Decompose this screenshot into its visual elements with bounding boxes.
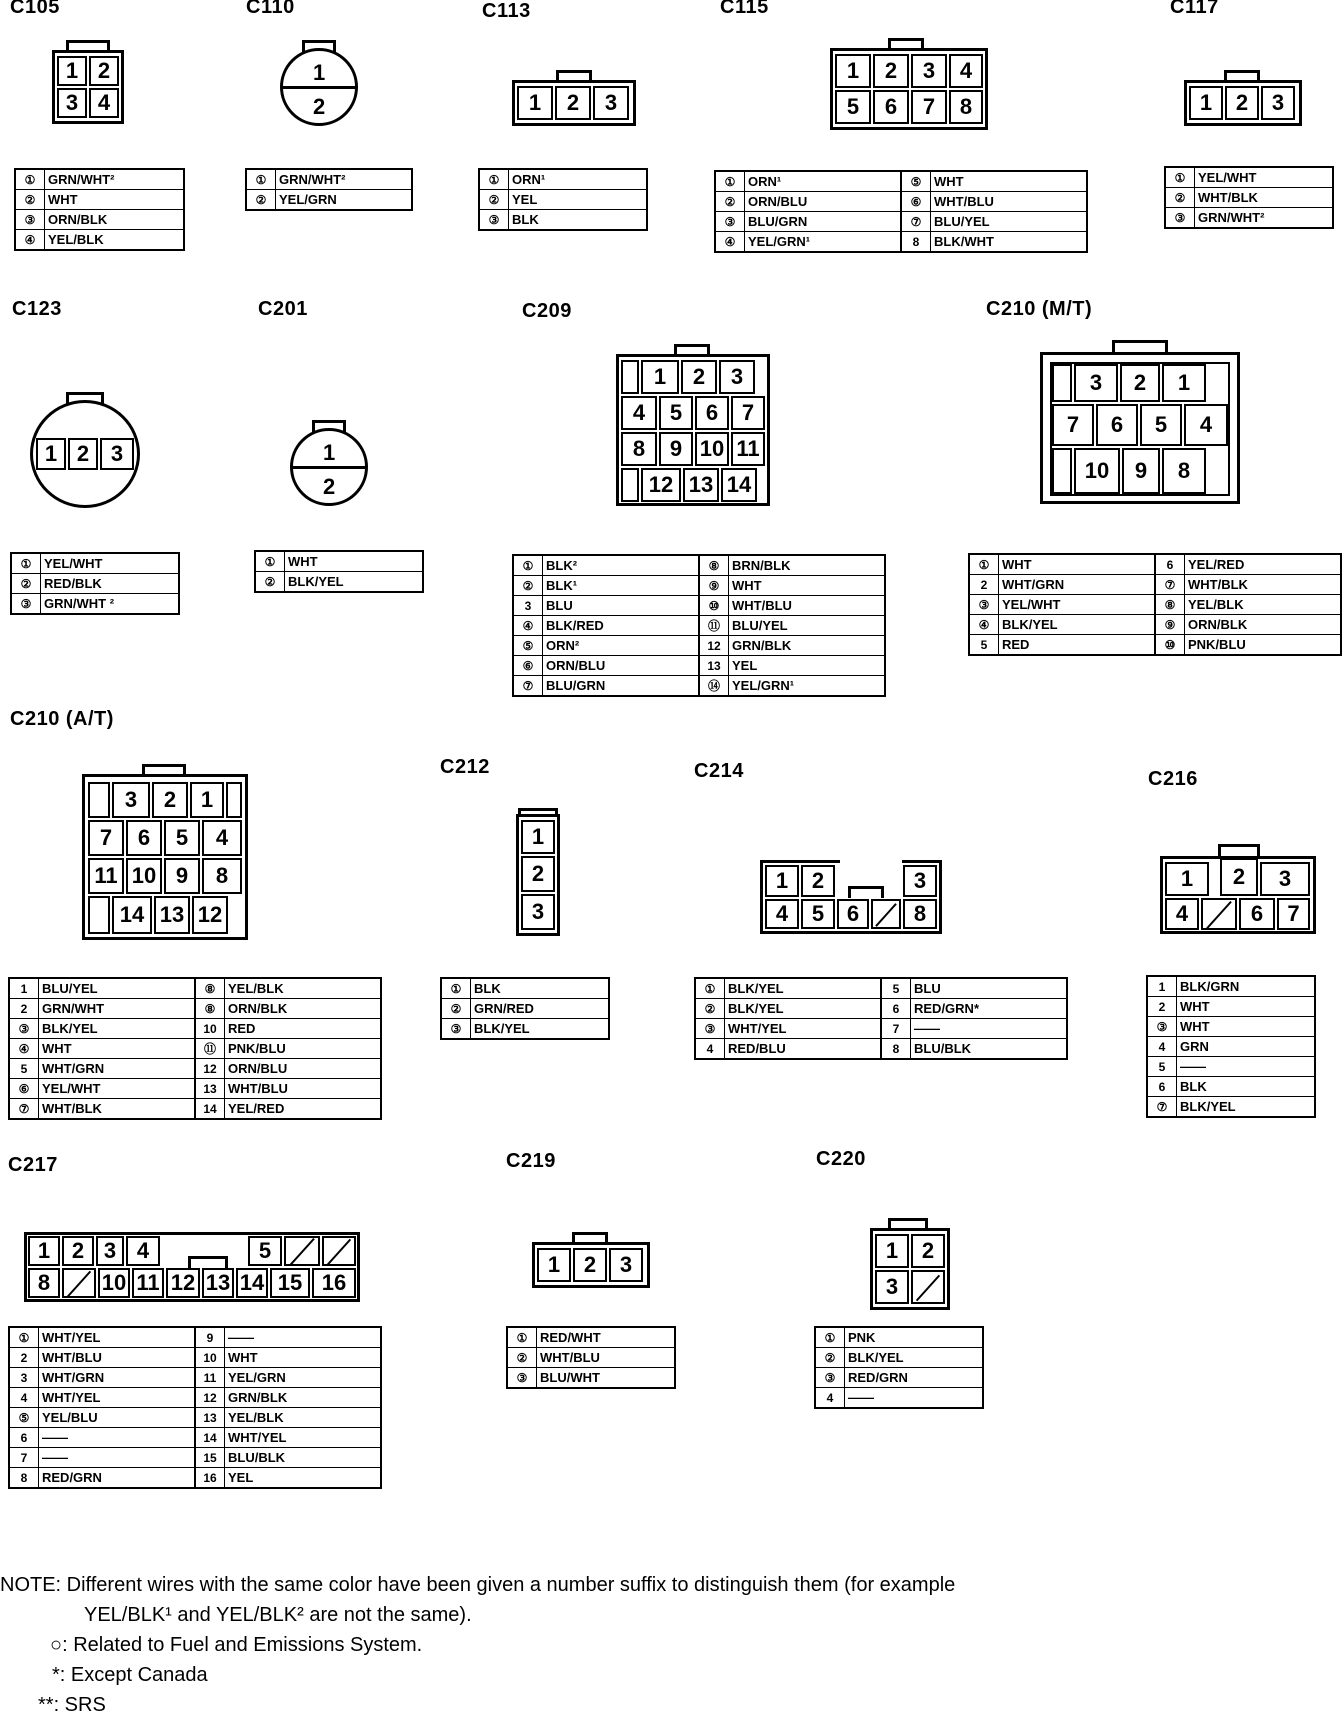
pin-14: 14 (112, 896, 152, 934)
pin-1: 1 (537, 1248, 571, 1282)
pin-10: 10 (1074, 448, 1120, 494)
pin-3: 3 (911, 54, 947, 88)
pin-1: 1 (323, 440, 336, 465)
pin-1: 1 (521, 820, 555, 854)
pin-15: 15 (270, 1268, 310, 1298)
pin-2: 2 (1220, 858, 1258, 896)
connector-c220-face (870, 1218, 950, 1310)
note-line: *: Except Canada (52, 1664, 208, 1686)
pin-6: 6 (873, 90, 909, 124)
pin-3: 3 (1261, 86, 1295, 120)
connector-c219-face (532, 1232, 650, 1288)
connector-c217-face (24, 1232, 360, 1302)
connector-c123-face (30, 392, 140, 508)
pin-4: 4 (126, 1236, 160, 1266)
pin-3: 3 (521, 894, 555, 930)
pin-12: 12 (166, 1268, 200, 1298)
pin-3: 3 (100, 438, 134, 470)
note-line: YEL/BLK¹ and YEL/BLK² are not the same). (84, 1604, 472, 1626)
connector-c113-face (512, 70, 636, 126)
connector-title-c113: C113 (482, 0, 531, 22)
pin-13: 13 (683, 468, 719, 502)
connector-title-c220: C220 (816, 1148, 866, 1170)
pin-blank (88, 782, 110, 818)
pin-4: 4 (1184, 404, 1228, 446)
pin-7: 7 (88, 820, 124, 856)
pin-table-c201: ① WHT ② BLK/YEL (254, 550, 424, 593)
pin-2: 2 (1120, 364, 1160, 402)
pin-14: 14 (236, 1268, 268, 1298)
pin-5: 5 (1140, 404, 1182, 446)
pin-1: 1 (765, 865, 799, 897)
connector-title-c210-mt: C210 (M/T) (986, 298, 1093, 320)
pin-4: 4 (621, 396, 657, 430)
pin-blank (621, 360, 639, 394)
pin-7: 7 (1277, 898, 1310, 930)
pin-2: 2 (62, 1236, 94, 1266)
pin-1: 1 (1165, 862, 1209, 896)
connector-c212-face (516, 808, 560, 936)
pin-9: 9 (164, 858, 200, 894)
pin-1: 1 (57, 56, 87, 86)
connector-c216-face (1160, 844, 1316, 934)
pin-5: 5 (801, 899, 835, 929)
pin-5: 5 (835, 90, 871, 124)
pin-7: 7 (911, 90, 947, 124)
pin-10: 10 (695, 432, 729, 466)
pin-12: 12 (641, 468, 681, 502)
pin-14: 14 (721, 468, 757, 502)
pin-3: 3 (96, 1236, 124, 1266)
pin-table-c115: ① ORN¹ ⑤ WHT ② ORN/BLU ⑥ WHT/BLU ③ BLU/GRN ⑦ BLU/YEL ④ YEL/GRN¹ 8 BLK/WHT (714, 170, 1088, 253)
pin-2: 2 (68, 438, 98, 470)
pin-5: 5 (164, 820, 200, 856)
connector-title-c210-at: C210 (A/T) (10, 708, 114, 730)
connector-title-c214: C214 (694, 760, 744, 782)
pin-table-c123: ① YEL/WHT ② RED/BLK ③ GRN/WHT ² (10, 552, 180, 615)
connector-c209-face (616, 344, 770, 506)
connector-title-c219: C219 (506, 1150, 556, 1172)
pin-2: 2 (521, 856, 555, 892)
pin-2: 2 (911, 1234, 945, 1268)
pin-6: 6 (837, 899, 869, 929)
connector-c210-at-face (82, 764, 248, 940)
note-line: NOTE: Different wires with the same color have been given a number suffix to distinguish them (for example (0, 1574, 956, 1596)
pin-10: 10 (126, 858, 162, 894)
pin-table-c210-at: 1 BLU/YEL ⑧ YEL/BLK 2 GRN/WHT ⑧ ORN/BLK ③ BLK/YEL 10 RED ④ WHT ⑪ PNK/BLU 5 WHT/GRN 12 ORN/BLU ⑥ YEL/WHT 13 WHT/BLU ⑦ WHT/BLK 14 YEL/RED (8, 977, 382, 1120)
pin-7: 7 (731, 396, 765, 430)
connector-title-c209: C209 (522, 300, 572, 322)
pin-table-c113: ① ORN¹ ② YEL ③ BLK (478, 168, 648, 231)
pin-blank (1052, 448, 1072, 494)
pin-1: 1 (1162, 364, 1206, 402)
note-line: **: SRS (38, 1694, 106, 1716)
pin-8: 8 (28, 1268, 60, 1298)
connector-title-c201: C201 (258, 298, 308, 320)
pin-3: 3 (903, 865, 937, 897)
pin-empty-slash (1201, 898, 1237, 930)
pin-blank (1052, 364, 1072, 402)
pin-4: 4 (1165, 898, 1199, 930)
pin-11: 11 (88, 858, 124, 894)
pin-6: 6 (695, 396, 729, 430)
pin-1: 1 (641, 360, 679, 394)
pin-10: 10 (98, 1268, 130, 1298)
pin-7: 7 (1052, 404, 1094, 446)
connector-title-c105: C105 (10, 0, 60, 18)
pin-9: 9 (1122, 448, 1160, 494)
connector-title-c216: C216 (1148, 768, 1198, 790)
pin-13: 13 (154, 896, 190, 934)
pin-8: 8 (621, 432, 657, 466)
pin-2: 2 (681, 360, 717, 394)
pin-empty-slash (871, 899, 901, 929)
pin-11: 11 (731, 432, 765, 466)
notes-section (0, 1570, 955, 1720)
pin-8: 8 (202, 858, 242, 894)
pin-blank (226, 782, 242, 818)
pin-empty-slash (284, 1236, 320, 1266)
pin-table-c209: ① BLK² ⑧ BRN/BLK ② BLK¹ ⑨ WHT 3 BLU ⑩ WHT/BLU ④ BLK/RED ⑪ BLU/YEL ⑤ ORN² 12 GRN/BLK ⑥ ORN/BLU 13 YEL ⑦ BLU/GRN ⑭ YEL/GRN¹ (512, 554, 886, 697)
pin-16: 16 (312, 1268, 356, 1298)
pin-5: 5 (659, 396, 693, 430)
pin-table-c220: ① PNK ② BLK/YEL ③ RED/GRN 4 —— (814, 1326, 984, 1409)
pin-3: 3 (57, 88, 87, 118)
pin-1: 1 (835, 54, 871, 88)
pin-5: 5 (248, 1236, 282, 1266)
pin-8: 8 (1162, 448, 1206, 494)
note-line: ○: Related to Fuel and Emissions System. (50, 1634, 423, 1656)
pin-3: 3 (112, 782, 150, 818)
pin-2: 2 (873, 54, 909, 88)
pin-1: 1 (875, 1234, 909, 1268)
pin-blank (88, 896, 110, 934)
pin-empty-slash (322, 1236, 356, 1266)
pin-9: 9 (659, 432, 693, 466)
pin-8: 8 (949, 90, 983, 124)
pin-4: 4 (202, 820, 242, 856)
pin-table-c117: ① YEL/WHT ② WHT/BLK ③ GRN/WHT² (1164, 166, 1334, 229)
connector-c201-face (290, 420, 370, 510)
pin-table-c217: ① WHT/YEL 9 —— 2 WHT/BLU 10 WHT 3 WHT/GRN 11 YEL/GRN 4 WHT/YEL 12 GRN/BLK ⑤ YEL/BLU 13 YEL/BLK 6 —— 14 WHT/YEL 7 —— 15 BLU/BLK 8 RED/GRN 16 YEL (8, 1326, 382, 1489)
pin-table-c212: ① BLK ② GRN/RED ③ BLK/YEL (440, 977, 610, 1040)
pin-2: 2 (555, 86, 591, 120)
pin-8: 8 (903, 899, 937, 929)
pin-table-c110: ① GRN/WHT² ② YEL/GRN (245, 168, 413, 211)
pin-1: 1 (190, 782, 224, 818)
pin-table-c105: ① GRN/WHT² ② WHT ③ ORN/BLK ④ YEL/BLK (14, 168, 185, 251)
pin-2: 2 (323, 474, 336, 499)
pin-table-c210-mt: ① WHT 6 YEL/RED 2 WHT/GRN ⑦ WHT/BLK ③ YEL/WHT ⑧ YEL/BLK ④ BLK/YEL ⑨ ORN/BLK 5 RED ⑩ PNK/BLU (968, 553, 1342, 656)
pin-6: 6 (1096, 404, 1138, 446)
connector-c210-mt-face (1040, 340, 1240, 504)
pin-4: 4 (89, 88, 119, 118)
pin-4: 4 (765, 899, 799, 929)
pin-table-c219: ① RED/WHT ② WHT/BLU ③ BLU/WHT (506, 1326, 676, 1389)
pin-empty-slash (62, 1268, 96, 1298)
pin-3: 3 (609, 1248, 643, 1282)
pin-1: 1 (28, 1236, 60, 1266)
pin-3: 3 (875, 1270, 909, 1304)
pin-2: 2 (801, 865, 835, 897)
pin-3: 3 (719, 360, 755, 394)
pin-2: 2 (152, 782, 188, 818)
pin-6: 6 (126, 820, 162, 856)
connector-c105-face (52, 40, 124, 124)
pin-blank (621, 468, 639, 502)
pin-4: 4 (949, 54, 983, 88)
connector-title-c110: C110 (246, 0, 295, 18)
pin-6: 6 (1239, 898, 1275, 930)
connector-title-c212: C212 (440, 756, 490, 778)
pin-1: 1 (313, 60, 326, 85)
pin-12: 12 (192, 896, 228, 934)
pin-11: 11 (132, 1268, 164, 1298)
pin-2: 2 (1225, 86, 1259, 120)
connector-c115-face (830, 38, 988, 130)
connector-title-c117: C117 (1170, 0, 1219, 18)
pin-3: 3 (1074, 364, 1118, 402)
pin-3: 3 (1260, 862, 1310, 896)
pin-13: 13 (202, 1268, 234, 1298)
connector-title-c115: C115 (720, 0, 769, 18)
connector-title-c217: C217 (8, 1154, 58, 1176)
pin-2: 2 (573, 1248, 607, 1282)
pin-table-c216: 1 BLK/GRN 2 WHT ③ WHT 4 GRN 5 —— 6 BLK ⑦ BLK/YEL (1146, 975, 1316, 1118)
pin-2: 2 (89, 56, 119, 86)
pin-table-c214: ① BLK/YEL 5 BLU ② BLK/YEL 6 RED/GRN* ③ WHT/YEL 7 —— 4 RED/BLU 8 BLU/BLK (694, 977, 1068, 1060)
pin-3: 3 (593, 86, 629, 120)
connector-c214-face (760, 860, 942, 934)
pin-1: 1 (36, 438, 66, 470)
connector-c117-face (1184, 70, 1302, 126)
connector-title-c123: C123 (12, 298, 62, 320)
pin-1: 1 (1189, 86, 1223, 120)
pin-2: 2 (313, 94, 326, 119)
pin-1: 1 (517, 86, 553, 120)
pin-empty-slash (911, 1270, 945, 1304)
connector-c110-face (280, 40, 360, 130)
